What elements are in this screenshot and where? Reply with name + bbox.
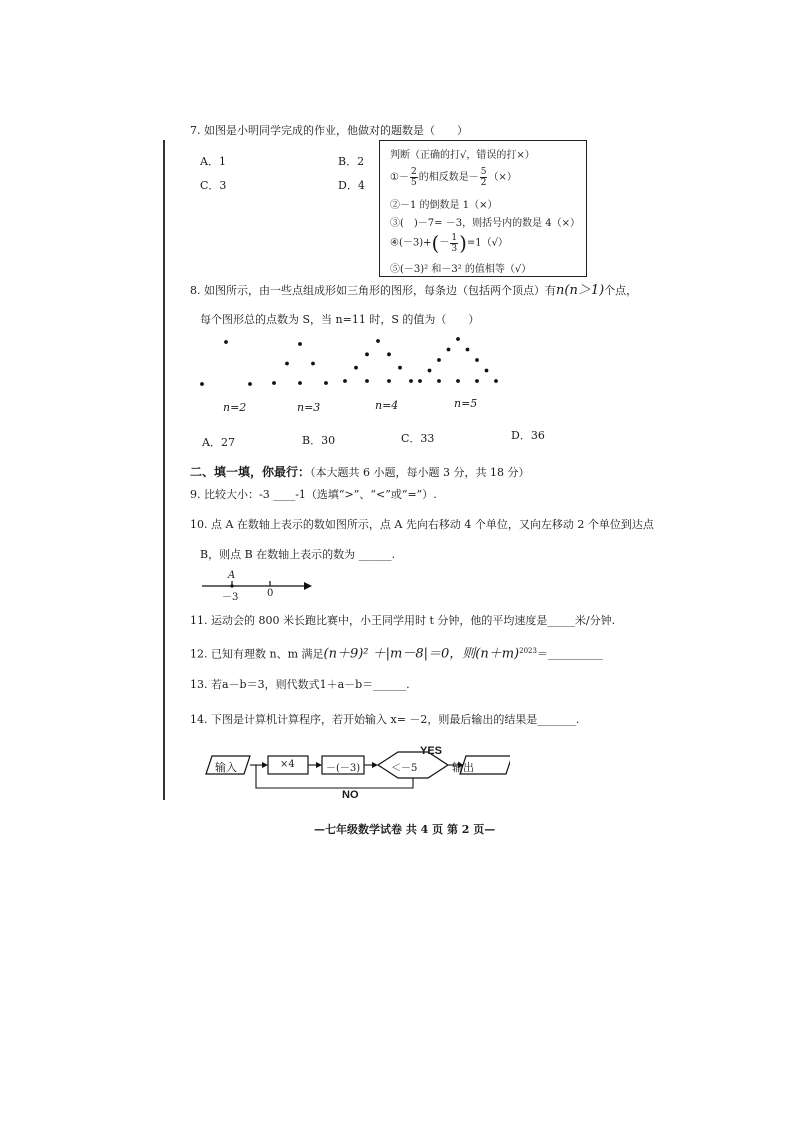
q10-line2: B，则点 B 在数轴上表示的数为 ______. bbox=[200, 548, 396, 561]
triangle-dot bbox=[365, 352, 369, 356]
q10-line1: 10. 点 A 在数轴上表示的数如图所示，点 A 先向右移动 4 个单位，又向左移动 2 个单位到达点 bbox=[190, 518, 654, 531]
judge-line-2: ②－1 的倒数是 1（×） bbox=[390, 200, 498, 211]
q12-expr: (n＋9)² ＋|m－8|＝0，则(n＋m) bbox=[323, 646, 520, 662]
q12-post: ＝__________ bbox=[536, 647, 603, 661]
flow-input-box: 输入 bbox=[215, 761, 237, 774]
triangle-dot bbox=[343, 379, 347, 383]
section-2-heading bbox=[190, 461, 530, 480]
judge-l4-post: =1（√） bbox=[466, 237, 508, 249]
triangle-dot bbox=[475, 379, 479, 383]
triangle-dot bbox=[387, 379, 391, 383]
q12-text bbox=[190, 644, 603, 662]
q8-stem1-math: n(n＞1) bbox=[556, 283, 605, 298]
triangle-dot bbox=[409, 379, 413, 383]
triangle-dot bbox=[475, 358, 479, 362]
judge-l1-mark: （×） bbox=[488, 172, 517, 183]
judge-l4-frac: $\frac{1}{3}$ bbox=[451, 232, 458, 254]
triangle-dot bbox=[324, 381, 328, 385]
triangle-dot bbox=[272, 381, 276, 385]
q10-tick-0: 0 bbox=[267, 588, 274, 599]
q9-text: 9. 比较大小：-3 ____-1（选填“>”、“<”或“=”）. bbox=[190, 488, 437, 501]
q8-label-n3: n=3 bbox=[297, 401, 321, 414]
q13-text: 13. 若a－b＝3，则代数式1＋a－b＝______. bbox=[190, 678, 410, 691]
q7-judge-box bbox=[379, 140, 587, 277]
triangle-dot bbox=[447, 348, 451, 352]
triangle-dot bbox=[224, 340, 228, 344]
q8-stem1-end: 个点， bbox=[604, 284, 638, 297]
q10-number-line bbox=[198, 568, 318, 600]
q8-option-d: D．36 bbox=[511, 429, 545, 442]
judge-line-1 bbox=[390, 167, 517, 188]
q8-stem-line1 bbox=[190, 284, 637, 298]
judge-l1-frac1: $\frac{2}{5}$ bbox=[410, 167, 417, 188]
flow-times4-box: ×4 bbox=[280, 759, 295, 770]
triangle-dot bbox=[398, 366, 402, 370]
triangle-dot bbox=[354, 366, 358, 370]
q12-pre: 12. 已知有理数 n、m 满足 bbox=[190, 647, 324, 661]
triangle-dot bbox=[485, 369, 489, 373]
q8-option-c: C．33 bbox=[401, 432, 435, 445]
q7-option-c: C．3 bbox=[200, 179, 227, 192]
binding-margin-line bbox=[163, 140, 165, 800]
section-2-note: （本大题共 6 小题，每小题 3 分，共 18 分） bbox=[310, 466, 530, 479]
flow-minus-box: －(－3) bbox=[326, 763, 361, 774]
q8-option-a: A．27 bbox=[202, 436, 235, 449]
judge-l1-pre: ①－ bbox=[390, 172, 409, 183]
triangle-dot bbox=[437, 379, 441, 383]
triangle-dot bbox=[298, 342, 302, 346]
triangle-dot bbox=[311, 362, 315, 366]
triangle-dot bbox=[285, 362, 289, 366]
judge-l4-inner: － bbox=[439, 237, 450, 249]
q7-option-b: B．2 bbox=[338, 155, 365, 168]
triangle-dot bbox=[456, 337, 460, 341]
flow-output-box: 输出 bbox=[452, 761, 474, 774]
triangle-dot bbox=[418, 379, 422, 383]
page-footer: —七年级数学试卷 共 4 页 第 2 页— bbox=[314, 823, 496, 836]
q7-stem: 7. 如图是小明同学完成的作业，他做对的题数是（ ） bbox=[190, 124, 468, 137]
triangle-dot bbox=[248, 382, 252, 386]
judge-line-4: ④(－3)+(－ $\frac{1}{3}$ )=1（√） bbox=[390, 231, 508, 255]
triangle-dot bbox=[456, 379, 460, 383]
flow-yes-label: YES bbox=[420, 745, 443, 757]
judge-line-5: ⑤(－3)² 和－3² 的值相等（√） bbox=[390, 264, 532, 275]
flow-no-label: NO bbox=[342, 789, 359, 801]
q8-label-n5: n=5 bbox=[454, 397, 478, 410]
q8-stem-line2: 每个图形总的点数为 S，当 n=11 时，S 的值为（ ） bbox=[200, 313, 480, 326]
q8-label-n2: n=2 bbox=[223, 401, 247, 414]
q8-option-b: B．30 bbox=[302, 434, 336, 447]
judge-line-3: ③( )－7= －3，则括号内的数是 4（×） bbox=[390, 218, 581, 229]
q10-point-a-label: A bbox=[228, 570, 236, 581]
triangle-dot bbox=[494, 379, 498, 383]
triangle-dot bbox=[437, 358, 441, 362]
q8-stem1-text: 8. 如图所示，由一些点组成形如三角形的图形，每条边（包括两个顶点）有 bbox=[190, 284, 556, 297]
flow-condition-diamond: ＜－5 bbox=[391, 763, 418, 774]
q7-option-a: A．1 bbox=[200, 155, 226, 168]
judge-l4-pre: ④(－3)+ bbox=[390, 237, 432, 249]
judge-l1-mid: 的相反数是－ bbox=[418, 172, 479, 183]
triangle-dot bbox=[387, 352, 391, 356]
triangle-dot bbox=[428, 369, 432, 373]
triangle-dot bbox=[466, 348, 470, 352]
judge-l1-frac2: $\frac{5}{2}$ bbox=[480, 167, 487, 188]
q8-dot-triangles bbox=[190, 330, 510, 400]
triangle-dot bbox=[298, 381, 302, 385]
triangle-dot bbox=[376, 339, 380, 343]
triangle-dot bbox=[200, 382, 204, 386]
q7-option-d: D．4 bbox=[338, 179, 365, 192]
q10-tick-neg3: －3 bbox=[222, 592, 239, 603]
section-2-title: 二、填一填，你最行： bbox=[190, 465, 311, 479]
q8-label-n4: n=4 bbox=[375, 399, 399, 412]
q12-exponent: 2023 bbox=[519, 647, 537, 655]
q11-text: 11. 运动会的 800 米长跑比赛中，小王同学用时 t 分钟，他的平均速度是_____米/分钟. bbox=[190, 614, 616, 627]
triangle-dot bbox=[365, 379, 369, 383]
q14-stem: 14. 下图是计算机计算程序，若开始输入 x= －2，则最后输出的结果是_______. bbox=[190, 713, 580, 726]
judge-title: 判断（正确的打√，错误的打×） bbox=[390, 150, 535, 161]
